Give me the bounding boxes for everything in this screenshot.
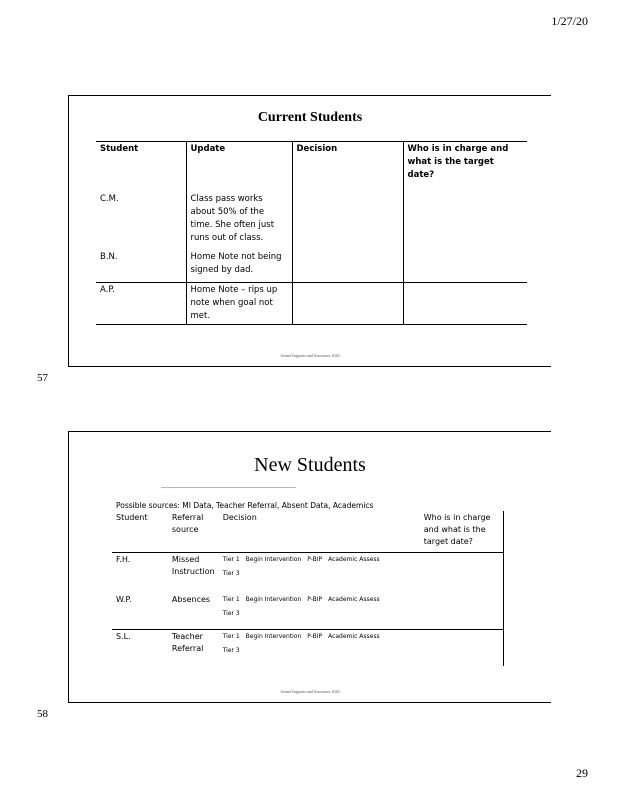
print-date: 1/27/20 <box>551 14 588 28</box>
new-students-table <box>112 511 504 666</box>
option-pbip: P-BIP <box>307 556 323 563</box>
student-cell: F.H. <box>112 553 168 594</box>
option-tier1: Tier 1 <box>222 596 240 603</box>
student-cell: W.P. <box>116 595 132 604</box>
student-cell: S.L. <box>112 630 168 667</box>
title-underline <box>161 487 296 488</box>
student-cell: B.N. <box>100 252 118 262</box>
slide-number: 57 <box>37 372 48 384</box>
who-cell <box>403 192 527 250</box>
slide-number: 58 <box>37 708 48 720</box>
slide-footer: Sound Supports and Associates 2020 <box>280 689 340 694</box>
who-cell <box>403 250 527 283</box>
table-header-row <box>112 511 504 553</box>
student-cell: C.M. <box>100 194 119 204</box>
update-cell: Home Note not being signed by dad. <box>186 250 292 283</box>
header-student: Student <box>116 513 148 522</box>
table-row <box>96 192 527 250</box>
option-pbip: P-BIP <box>307 633 323 640</box>
header-decision: Decision <box>292 142 403 193</box>
option-academic-assess: Academic Assess <box>328 556 380 563</box>
option-academic-assess: Academic Assess <box>328 596 380 603</box>
source-cell: Teacher Referral <box>168 630 219 667</box>
table-row <box>112 593 504 630</box>
table-row <box>112 553 504 594</box>
decision-cell <box>219 553 420 594</box>
decision-cell <box>292 283 403 325</box>
slide-title: Current Students <box>257 110 363 125</box>
option-tier3: Tier 3 <box>222 647 240 654</box>
header-referral: Referral source <box>171 513 204 534</box>
option-begin-intervention: Begin Intervention <box>245 556 302 563</box>
option-tier3: Tier 3 <box>222 570 240 577</box>
slide-title: New Students <box>254 454 366 476</box>
option-tier1: Tier 1 <box>222 556 240 563</box>
option-tier1: Tier 1 <box>222 633 240 640</box>
page-number: 29 <box>576 766 588 780</box>
option-begin-intervention: Begin Intervention <box>245 596 302 603</box>
header-decision: Decision <box>222 513 257 522</box>
header-who: Who is in charge and what is the target date? <box>403 142 527 193</box>
option-pbip: P-BIP <box>307 596 323 603</box>
header-student: Student <box>96 142 186 193</box>
decision-cell <box>292 250 403 283</box>
update-cell: Home Note – rips up note when goal not met. <box>186 283 292 325</box>
update-cell: Class pass works about 50% of the time. She often just runs out of class. <box>186 192 292 250</box>
current-students-table <box>96 141 527 325</box>
source-cell: Missed Instruction <box>168 553 219 594</box>
source-cell: Absences <box>171 595 211 604</box>
possible-sources: Possible sources: MI Data, Teacher Referral, Absent Data, Academics <box>116 501 374 510</box>
header-update: Update <box>186 142 292 193</box>
who-cell <box>420 593 504 630</box>
option-academic-assess: Academic Assess <box>328 633 380 640</box>
who-cell <box>403 283 527 325</box>
table-row <box>112 630 504 667</box>
decision-cell <box>292 192 403 250</box>
table-row <box>96 250 527 283</box>
student-cell: A.P. <box>96 283 186 325</box>
table-header-row <box>96 142 527 193</box>
who-cell <box>420 630 504 667</box>
slide-current-students <box>68 95 551 367</box>
table-row <box>96 283 527 325</box>
option-begin-intervention: Begin Intervention <box>245 633 302 640</box>
header-who: Who is in charge and what is the target date? <box>420 511 504 553</box>
option-tier3: Tier 3 <box>222 610 240 617</box>
decision-cell <box>219 630 420 667</box>
slide-new-students <box>68 431 551 703</box>
decision-cell <box>219 593 420 630</box>
slide-footer: Sound Supports and Associates 2020 <box>280 353 340 358</box>
who-cell <box>420 553 504 594</box>
